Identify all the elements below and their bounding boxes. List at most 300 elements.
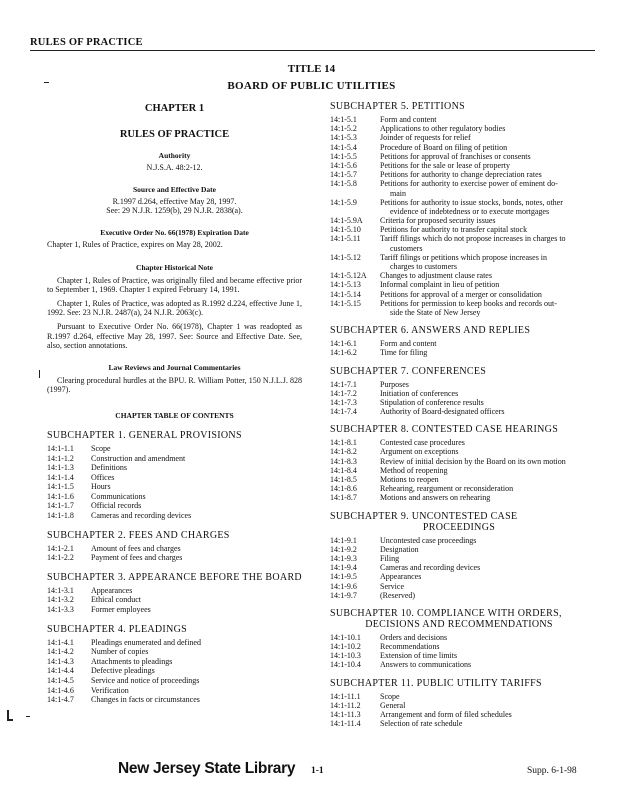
section-title-text: Petitions for authority to issue stocks, bonds, notes, other [380, 197, 563, 207]
toc-entry [330, 216, 588, 225]
subchapter-heading [330, 511, 588, 533]
section-title [380, 710, 588, 719]
toc-entry [47, 544, 302, 554]
section-title-text: Pleadings enumerated and defined [91, 637, 201, 647]
section-number: 14:1-5.3 [330, 133, 357, 143]
toc-entry [330, 398, 588, 407]
section-title-text: Selection of rate schedule [380, 719, 463, 729]
section-title-text: Motions to reopen [380, 475, 439, 484]
subchapter-heading-line: SUBCHAPTER 9. UNCONTESTED CASE [330, 510, 518, 522]
section-number: 14:1-8.5 [330, 475, 357, 484]
executive-order-heading: Executive Order No. 66(1978) Expiration Date [100, 227, 249, 237]
section-number: 14:1-4.4 [47, 666, 74, 676]
section-title [380, 299, 588, 317]
toc-entry [330, 484, 588, 493]
toc-entry [47, 595, 302, 605]
section-number: 14:1-11.4 [330, 719, 361, 729]
subchapter-heading: SUBCHAPTER 4. PLEADINGS [47, 623, 187, 635]
toc-entry [330, 651, 588, 660]
section-title [91, 454, 302, 464]
toc-entry [330, 161, 588, 170]
section-number: 14:1-9.5 [330, 572, 357, 582]
section-number: 14:1-1.6 [47, 491, 74, 501]
section-title-text: Applications to other regulatory bodies [380, 124, 506, 134]
chapter-label: CHAPTER 1 [144, 103, 205, 114]
toc-entry [47, 666, 302, 676]
toc-entry [330, 692, 588, 701]
section-title-text: Uncontested case proceedings [380, 535, 477, 545]
section-title [380, 143, 588, 152]
section-number: 14:1-8.3 [330, 456, 357, 466]
section-number: 14:1-5.13 [330, 280, 361, 290]
section-title [380, 651, 588, 660]
scan-mark [7, 719, 13, 721]
toc-entry [330, 719, 588, 728]
toc-entry [47, 657, 302, 667]
section-title [380, 133, 588, 142]
section-number: 14:1-3.1 [47, 585, 74, 595]
toc-entry [330, 545, 588, 554]
footer-page-number: 1-1 [311, 766, 324, 776]
toc-entry [47, 511, 302, 521]
section-title-text: Authority of Board-designated officers [380, 407, 505, 417]
section-title-continuation: main [390, 188, 406, 198]
section-title-text: General [380, 700, 406, 710]
section-title-text: Answers to communications [380, 660, 472, 670]
section-title [380, 170, 588, 179]
toc-entry [330, 389, 588, 398]
toc-list [330, 692, 588, 729]
section-title [380, 660, 588, 669]
section-title-text: Hours [91, 482, 111, 492]
toc-entry [330, 554, 588, 563]
section-title-text: Appearances [91, 585, 133, 595]
title-name: BOARD OF PUBLIC UTILITIES [227, 80, 396, 92]
toc-heading: CHAPTER TABLE OF CONTENTS [115, 410, 234, 420]
section-number: 14:1-4.5 [47, 676, 74, 685]
toc-list [330, 115, 588, 317]
section-number: 14:1-5.9 [330, 197, 357, 207]
section-number: 14:1-9.4 [330, 563, 357, 573]
section-title [380, 701, 588, 710]
section-title [380, 475, 588, 484]
toc-list [330, 339, 588, 357]
section-title [380, 692, 588, 701]
section-title [91, 473, 302, 483]
section-title-text: Informal complaint in lieu of petition [380, 280, 500, 290]
section-number: 14:1-4.2 [47, 647, 74, 657]
section-number: 14:1-11.1 [330, 691, 361, 701]
toc-entry [47, 695, 302, 705]
section-title-text: Tariff filings or petitions which propose increases in [380, 252, 548, 262]
subchapter-heading: SUBCHAPTER 7. CONFERENCES [330, 365, 487, 377]
section-number: 14:1-3.2 [47, 595, 74, 605]
section-title [380, 719, 588, 728]
section-number: 14:1-5.6 [330, 160, 357, 170]
section-title-text: (Reserved) [380, 590, 416, 600]
authority-heading: Authority [158, 151, 191, 161]
toc-entry [47, 605, 302, 615]
title-number: TITLE 14 [287, 63, 336, 75]
section-title [380, 198, 588, 216]
section-title-text: Recommendations [380, 642, 440, 652]
section-title-continuation: side the State of New Jersey [390, 307, 481, 317]
section-title-text: Stipulation of conference results [380, 397, 484, 407]
toc-entry [330, 582, 588, 591]
subchapter-heading [330, 608, 588, 630]
toc-entry [330, 475, 588, 484]
toc-entry [47, 473, 302, 483]
toc-entry [330, 198, 588, 216]
toc-entry [47, 647, 302, 657]
historical-note-paragraph: Chapter 1, Rules of Practice, was adopted as R.1992 d.224, effective June 1, 1992. See: 23 N.J.R. 2487(a), 24 N.J.R. 2063(c). [47, 298, 302, 318]
section-title [380, 438, 588, 447]
historical-note-heading: Chapter Historical Note [136, 262, 213, 272]
section-number: 14:1-5.10 [330, 225, 361, 235]
section-title-text: Form and content [380, 115, 437, 124]
toc-entry [47, 676, 302, 686]
section-title [91, 686, 302, 696]
executive-order-text: Chapter 1, Rules of Practice, expires on May 28, 2002. [47, 239, 223, 249]
section-number: 14:1-8.6 [330, 484, 357, 494]
section-title [380, 380, 588, 389]
section-number: 14:1-2.1 [47, 543, 74, 553]
toc-entry [47, 444, 302, 454]
section-number: 14:1-5.7 [330, 170, 357, 180]
toc-entry [330, 124, 588, 133]
section-title-text: Petitions for approval of franchises or consents [380, 151, 531, 161]
section-title-continuation: charges to customers [390, 262, 457, 271]
section-title-text: Petitions for authority to change depreciation rates [380, 170, 542, 180]
toc-entry [330, 447, 588, 456]
toc-entry [47, 463, 302, 473]
section-title-text: Attachments to pleadings [91, 656, 173, 666]
toc-entry [330, 339, 588, 348]
section-title [380, 493, 588, 502]
section-number: 14:1-7.1 [330, 379, 357, 389]
running-head: RULES OF PRACTICE [30, 37, 595, 51]
toc-entry [330, 701, 588, 710]
section-title [380, 563, 588, 572]
section-title [91, 605, 302, 615]
section-title-text: Form and content [380, 339, 437, 349]
section-number: 14:1-1.8 [47, 511, 74, 521]
section-title-text: Offices [91, 472, 115, 482]
toc-entry [330, 115, 588, 124]
toc-entry [47, 492, 302, 502]
section-title [380, 253, 588, 271]
toc-entry [330, 457, 588, 466]
section-title [91, 638, 302, 648]
section-title-text: Procedure of Board on filing of petition [380, 142, 508, 152]
toc-entry [47, 501, 302, 511]
section-number: 14:1-1.5 [47, 482, 74, 492]
toc-entry [330, 466, 588, 475]
section-number: 14:1-5.4 [330, 142, 357, 152]
section-title [380, 348, 588, 357]
section-title [380, 115, 588, 124]
section-title-text: Scope [91, 443, 111, 453]
subchapter-heading-line: DECISIONS AND RECOMMENDATIONS [365, 618, 553, 630]
section-title-continuation: evidence of indebtedness or to execute mortgages [390, 206, 550, 216]
toc-list [47, 638, 302, 705]
section-title [380, 234, 588, 252]
law-reviews-heading: Law Reviews and Journal Commentaries [108, 362, 241, 372]
toc-entry [330, 280, 588, 289]
toc-entry [47, 586, 302, 596]
section-number: 14:1-9.3 [330, 553, 357, 563]
section-number: 14:1-9.2 [330, 544, 357, 554]
section-title-text: Rehearing, reargument or reconsideration [380, 484, 514, 494]
toc-entry [330, 179, 588, 197]
section-title [91, 657, 302, 667]
historical-note-paragraph: Pursuant to Executive Order No. 66(1978), Chapter 1 was readopted as R.1997 d.264, effective May 28, 1997. See: Source and Effective Date. See, also, section annotations. [47, 321, 302, 351]
section-title-text: Construction and amendment [91, 453, 186, 463]
section-number: 14:1-5.5 [330, 151, 357, 161]
toc-entry [330, 380, 588, 389]
chapter-name: RULES OF PRACTICE [119, 128, 230, 140]
section-title-text: Filing [380, 553, 400, 563]
toc-entry [330, 234, 588, 252]
section-number: 14:1-11.3 [330, 710, 361, 719]
section-number: 14:1-8.4 [330, 465, 357, 475]
section-number: 14:1-9.1 [330, 535, 357, 545]
section-number: 14:1-5.12 [330, 252, 361, 262]
section-number: 14:1-7.2 [330, 388, 357, 398]
section-title [380, 216, 588, 225]
subchapter-heading: SUBCHAPTER 2. FEES AND CHARGES [47, 529, 230, 541]
toc-list [47, 544, 302, 563]
section-title [380, 271, 588, 280]
section-title-text: Argument on exceptions [380, 447, 459, 457]
section-title-text: Changes to adjustment clause rates [380, 271, 492, 281]
section-number: 14:1-9.7 [330, 590, 357, 600]
subchapter-heading-line: PROCEEDINGS [422, 521, 496, 533]
section-title [380, 591, 588, 600]
toc-entry [330, 253, 588, 271]
section-title [380, 161, 588, 170]
section-title-text: Scope [380, 691, 400, 701]
section-number: 14:1-1.7 [47, 501, 74, 511]
subchapter-heading: SUBCHAPTER 11. PUBLIC UTILITY TARIFFS [330, 677, 542, 689]
subchapter-heading: SUBCHAPTER 3. APPEARANCE BEFORE THE BOARD [47, 571, 302, 583]
section-title [91, 695, 302, 705]
section-title [91, 482, 302, 492]
section-number: 14:1-1.2 [47, 453, 74, 463]
source-line-1: R.1997 d.264, effective May 28, 1997. [112, 196, 237, 206]
section-number: 14:1-1.4 [47, 472, 74, 482]
section-title [91, 492, 302, 502]
section-title [91, 647, 302, 657]
section-title-text: Payment of fees and charges [91, 553, 183, 563]
section-title-text: Changes in facts or circumstances [91, 695, 200, 705]
section-title-text: Initiation of conferences [380, 388, 459, 398]
section-number: 14:1-5.1 [330, 115, 357, 124]
section-number: 14:1-8.1 [330, 438, 357, 448]
section-title-text: Ethical conduct [91, 595, 141, 605]
subchapter-heading: SUBCHAPTER 6. ANSWERS AND REPLIES [330, 325, 531, 337]
toc-entry [47, 454, 302, 464]
section-title-text: Defective pleadings [91, 666, 155, 676]
section-number: 14:1-7.4 [330, 407, 357, 417]
footer-supplement-date: Supp. 6-1-98 [527, 766, 577, 776]
section-title-text: Petitions for permission to keep books and records out- [380, 298, 557, 308]
section-title [380, 124, 588, 133]
section-number: 14:1-10.3 [330, 651, 361, 661]
section-title [380, 633, 588, 642]
section-number: 14:1-5.11 [330, 234, 361, 244]
toc-entry [330, 710, 588, 719]
section-title-text: Cameras and recording devices [91, 511, 192, 521]
toc-entry [330, 133, 588, 142]
section-title [380, 484, 588, 493]
toc-entry [330, 225, 588, 234]
toc-list [330, 633, 588, 670]
section-number: 14:1-1.1 [47, 443, 74, 453]
section-title [380, 457, 588, 466]
section-title [380, 582, 588, 591]
toc-entry [330, 633, 588, 642]
section-number: 14:1-4.3 [47, 656, 74, 666]
section-title [380, 407, 588, 416]
scan-mark [26, 716, 30, 717]
section-title [380, 280, 588, 289]
section-title-text: Motions and answers on rehearing [380, 493, 491, 503]
toc-entry [330, 170, 588, 179]
section-title-text: Time for filing [380, 348, 428, 358]
section-number: 14:1-5.2 [330, 124, 357, 134]
section-title [91, 463, 302, 473]
section-number: 14:1-5.14 [330, 289, 361, 299]
toc-list [330, 438, 588, 502]
section-title-text: Verification [91, 685, 129, 695]
section-number: 14:1-4.7 [47, 695, 74, 705]
footer-library-name: New Jersey State Library [118, 760, 296, 777]
section-number: 14:1-8.7 [330, 493, 357, 503]
section-number: 14:1-10.2 [330, 642, 361, 652]
section-title [91, 595, 302, 605]
section-title-text: Petitions for the sale or lease of property [380, 160, 510, 170]
scan-mark [44, 82, 49, 83]
section-number: 14:1-5.8 [330, 179, 357, 189]
section-title [91, 666, 302, 676]
section-number: 14:1-5.15 [330, 298, 361, 308]
section-title-text: Amount of fees and charges [91, 543, 181, 553]
section-number: 14:1-8.2 [330, 447, 357, 457]
toc-list [330, 380, 588, 417]
section-title [380, 179, 588, 197]
section-number: 14:1-5.12A [330, 271, 367, 281]
section-title-text: Petitions for approval of a merger or consolidation [380, 289, 542, 299]
section-title [380, 545, 588, 554]
toc-entry [330, 299, 588, 317]
section-number: 14:1-11.2 [330, 700, 361, 710]
section-title [380, 398, 588, 407]
section-title-text: Joinder of requests for relief [380, 133, 471, 143]
section-title-text: Cameras and recording devices [380, 563, 481, 573]
section-title-text: Petitions for authority to transfer capital stock [380, 225, 528, 235]
toc-entry [330, 660, 588, 669]
toc-entry [330, 271, 588, 280]
section-title-text: Designation [380, 544, 419, 554]
right-column [330, 101, 588, 728]
toc-entry [330, 493, 588, 502]
section-title-text: Number of copies [91, 647, 149, 657]
section-title-text: Purposes [380, 379, 409, 389]
section-number: 14:1-3.3 [47, 605, 74, 615]
left-column [47, 101, 302, 705]
scan-mark [39, 370, 40, 378]
section-number: 14:1-9.6 [330, 581, 357, 591]
toc-entry [47, 553, 302, 563]
toc-entry [330, 143, 588, 152]
section-title-text: Appearances [380, 572, 422, 582]
section-title-text: Criteria for proposed security issues [380, 216, 496, 226]
toc-entry [330, 572, 588, 581]
historical-note-paragraph: Chapter 1, Rules of Practice, was originally filed and became effective prior to September 1, 1969. Chapter 1 expired February 14, 1991. [47, 275, 302, 295]
section-title-text: Review of initial decision by the Board on its own motion [380, 456, 566, 466]
section-title [380, 225, 588, 234]
section-title [91, 511, 302, 521]
section-title [380, 572, 588, 581]
subchapter-heading: SUBCHAPTER 1. GENERAL PROVISIONS [47, 429, 242, 441]
section-title-text: Orders and decisions [380, 632, 448, 642]
section-title [91, 553, 302, 563]
subchapter-heading: SUBCHAPTER 5. PETITIONS [330, 101, 465, 112]
source-heading: Source and Effective Date [133, 184, 216, 194]
section-title [380, 466, 588, 475]
section-title-text: Method of reopening [380, 465, 448, 475]
section-title-text: Arrangement and form of filed schedules [380, 710, 512, 719]
section-number: 14:1-2.2 [47, 553, 74, 563]
section-title-text: Service and notice of proceedings [91, 676, 200, 685]
section-number: 14:1-4.1 [47, 637, 74, 647]
section-title-text: Service [380, 581, 404, 591]
authority-text: N.J.S.A. 48:2-12. [146, 163, 203, 173]
section-title [380, 152, 588, 161]
section-title-text: Definitions [91, 463, 127, 473]
subchapter-heading: SUBCHAPTER 8. CONTESTED CASE HEARINGS [330, 424, 559, 436]
section-number: 14:1-10.4 [330, 660, 361, 670]
toc-entry [330, 642, 588, 651]
toc-entry [330, 290, 588, 299]
section-number: 14:1-7.3 [330, 397, 357, 407]
section-title [91, 501, 302, 511]
toc-list [47, 444, 302, 521]
subchapter-heading-line: SUBCHAPTER 10. COMPLIANCE WITH ORDERS, [330, 607, 562, 619]
section-title [91, 444, 302, 454]
section-number: 14:1-4.6 [47, 685, 74, 695]
law-reviews-text: Clearing procedural hurdles at the BPU. R. William Potter, 150 N.J.L.J. 828 (1997). [47, 375, 302, 395]
section-title-text: Communications [91, 491, 146, 501]
section-number: 14:1-10.1 [330, 632, 361, 642]
toc-list [47, 586, 302, 615]
section-title [380, 642, 588, 651]
toc-entry [330, 591, 588, 600]
toc-entry [330, 438, 588, 447]
section-title [380, 536, 588, 545]
source-line-2: See: 29 N.J.R. 1259(b), 29 N.J.R. 2838(a). [106, 206, 243, 216]
section-number: 14:1-1.3 [47, 463, 74, 473]
toc-list [330, 536, 588, 600]
toc-entry [47, 686, 302, 696]
toc-entry [330, 152, 588, 161]
toc-entry [47, 482, 302, 492]
toc-entry [330, 536, 588, 545]
section-title-text: Former employees [91, 605, 151, 615]
section-title [380, 554, 588, 563]
section-number: 14:1-6.1 [330, 339, 357, 349]
